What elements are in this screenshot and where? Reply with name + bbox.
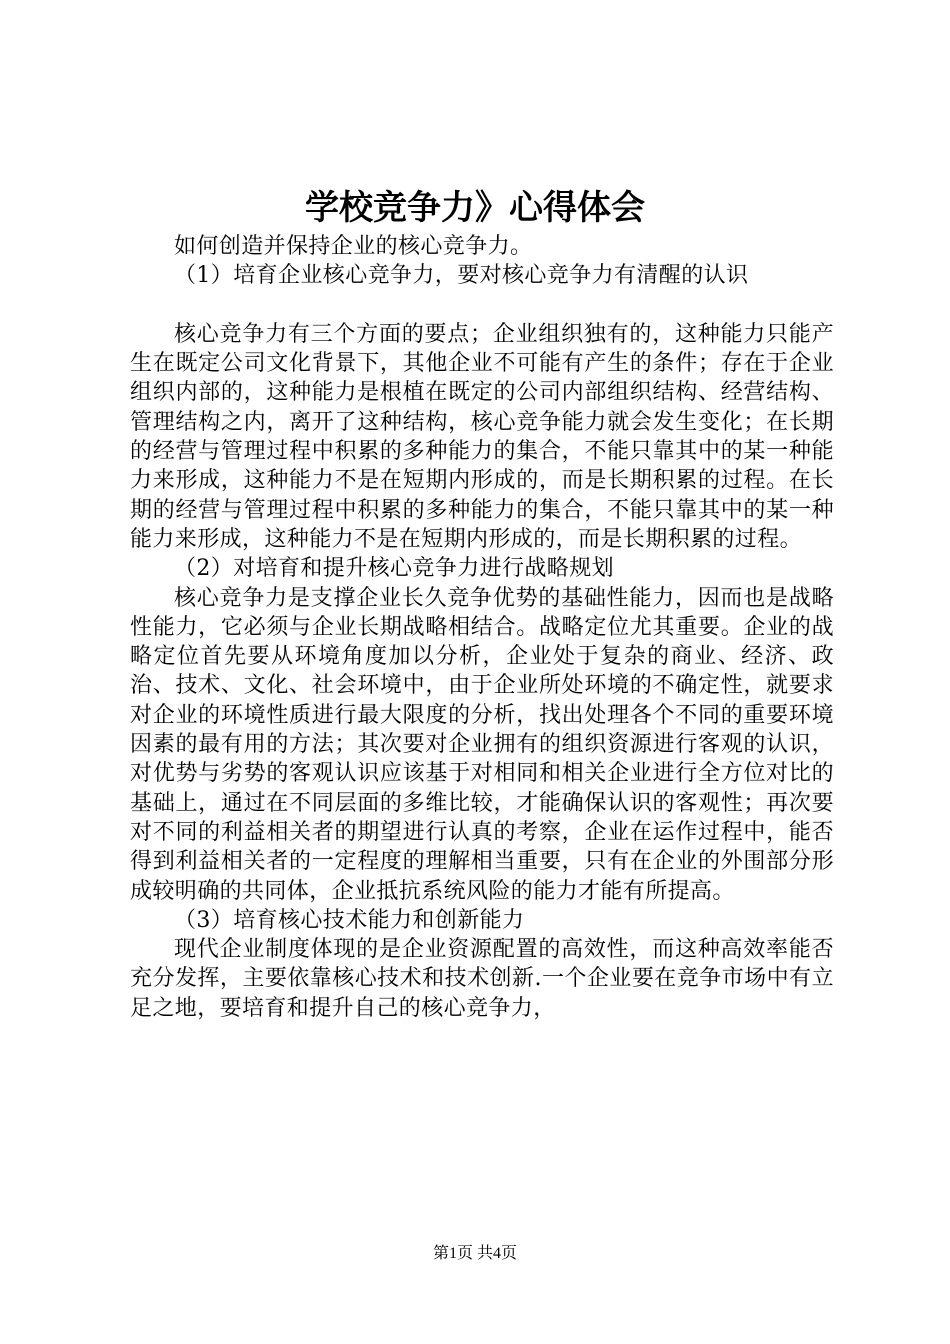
section-heading-1: （1）培育企业核心竞争力，要对核心竞争力有清醒的认识: [174, 263, 749, 289]
paragraph-intro: 如何创造并保持企业的核心竞争力。: [174, 234, 533, 259]
paragraph-innovation: 现代企业制度体现的是企业资源配置的高效性，而这种高效率能否充分发挥，主要依靠核心技术和技术创新.一个企业要在竞争市场中有立足之地，要培育和提升自己的核心竞争力，: [130, 937, 834, 1021]
blank-line: [130, 291, 834, 320]
document-body: [130, 232, 834, 1023]
paragraph-strategy: 核心竞争力是支撑企业长久竞争优势的基础性能力，因而也是战略性能力，它必须与企业长期战略相结合。战略定位尤其重要。企业的战略定位首先要从环境角度加以分析，企业处于复杂的商业、经济、政治、技术、文化、社会环境中，由于企业所处环境的不确定性，就要求对企业的环境性质进行最大限度的分析，找出处理各个不同的重要环境因素的最有用的方法；其次要对企业拥有的组织资源进行客观的认识，对优势与劣势的客观认识应该基于对相同和相关企业进行全方位对比的基础上，通过在不同层面的多维比较，才能确保认识的客观性；再次要对不同的利益相关者的期望进行认真的考察，企业在运作过程中，能否得到利益相关者的一定程度的理解相当重要，只有在企业的外围部分形成较明确的共同体，企业抵抗系统风险的能力才能有所提高。: [130, 585, 834, 904]
section-heading-2: （2）对培育和提升核心竞争力进行战略规划: [174, 556, 614, 582]
section-heading-3: （3）培育核心技术能力和创新能力: [174, 907, 525, 933]
page-number-footer: 第1页 共4页: [432, 1245, 517, 1262]
paragraph-core-points: 核心竞争力有三个方面的要点；企业组织独有的，这种能力只能产生在既定公司文化背景下，其他企业不可能有产生的条件；存在于企业组织内部的，这种能力是根植在既定的公司内部组织结构、经营结构、管理结构之内，离开了这种结构，核心竞争能力就会发生变化；在长期的经营与管理过程中积累的多种能力的集合，不能只靠其中的某一种能力来形成，这种能力不是在短期内形成的，而是长期积累的过程。在长期的经营与管理过程中积累的多种能力的集合，不能只靠其中的某一种能力来形成，这种能力不是在短期内形成的，而是长期积累的过程。: [130, 321, 834, 552]
document-title: 学校竞争力》心得体会: [305, 188, 645, 228]
